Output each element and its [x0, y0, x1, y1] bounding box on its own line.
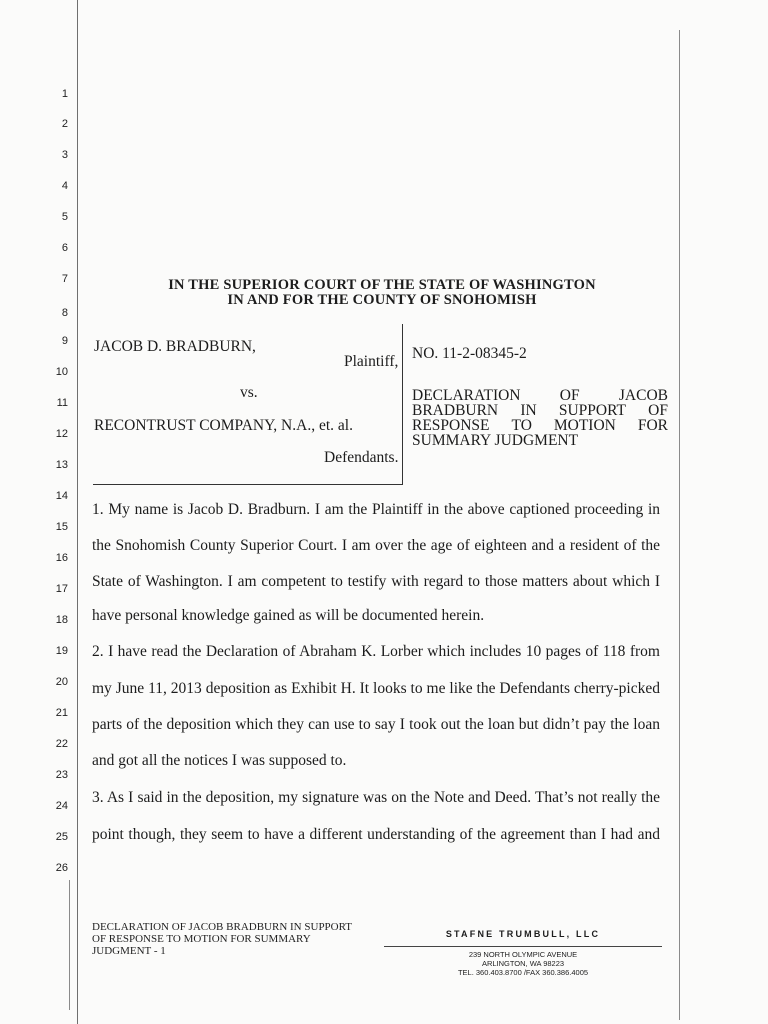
line-number: 24: [55, 800, 68, 812]
declaration-title-word: RESPONSE: [412, 417, 490, 434]
line-number: 6: [61, 242, 68, 254]
line-number: 20: [55, 676, 68, 688]
line-number: 25: [55, 831, 68, 843]
firm-name: STAFNE TRUMBULL, LLC: [445, 929, 601, 939]
body-text-line: and got all the notices I was supposed to.: [92, 752, 347, 769]
line-number: 12: [55, 428, 68, 440]
declaration-title-word: IN: [520, 402, 537, 419]
left-margin-rule-secondary: [69, 880, 70, 1010]
line-number: 4: [61, 180, 68, 192]
declaration-title-word: MOTION: [553, 417, 616, 434]
line-number: 2: [61, 118, 68, 130]
line-number: 21: [55, 707, 68, 719]
line-number: 23: [55, 769, 68, 781]
body-text-line: 2. I have read the Declaration of Abraham K. Lorber which includes 10 pages of 118 from: [92, 643, 660, 660]
line-number: 11: [56, 397, 68, 409]
declaration-title-row: [412, 433, 668, 448]
line-number: 7: [61, 273, 68, 285]
declaration-title-word: OF: [648, 402, 668, 419]
declaration-title-word: DECLARATION: [412, 387, 521, 404]
caption-divider-horizontal: [93, 484, 403, 485]
declaration-title-row: [412, 418, 668, 433]
firm-divider: [384, 946, 662, 947]
line-number: 17: [55, 583, 68, 595]
body-text-line: 1. My name is Jacob D. Bradburn. I am the Plaintiff in the above captioned proceeding in: [92, 501, 660, 518]
court-heading-line-1: IN THE SUPERIOR COURT OF THE STATE OF WASHINGTON: [168, 277, 596, 293]
declaration-title: [412, 388, 668, 448]
caption-divider-vertical: [402, 324, 403, 485]
firm-address-street: 239 NORTH OLYMPIC AVENUE: [468, 950, 578, 959]
line-number: 14: [55, 490, 68, 502]
body-text-line: point though, they seem to have a different understanding of the agreement than I had and: [92, 826, 660, 843]
right-margin-rule: [679, 30, 680, 1020]
line-number: 9: [61, 335, 68, 347]
declaration-title-word: TO: [511, 417, 532, 434]
line-number: 18: [55, 614, 68, 626]
defendant-role: Defendants.: [324, 449, 399, 466]
declaration-title-row: [412, 388, 668, 403]
declaration-title-word: SUMMARY JUDGMENT: [412, 432, 579, 449]
versus-label: vs.: [240, 384, 258, 401]
declaration-title-row: [412, 403, 668, 418]
line-number: 10: [55, 366, 68, 378]
footer-title-line: DECLARATION OF JACOB BRADBURN IN SUPPORT: [92, 921, 353, 933]
firm-address-city: ARLINGTON, WA 98223: [481, 959, 565, 968]
plaintiff-role: Plaintiff,: [344, 353, 399, 370]
line-number: 13: [55, 459, 68, 471]
line-number: 1: [61, 88, 68, 100]
body-text-line: have personal knowledge gained as will be documented herein.: [92, 607, 485, 624]
firm-phone-fax: TEL. 360.403.8700 /FAX 360.386.4005: [457, 968, 589, 977]
case-number: NO. 11-2-08345-2: [412, 345, 527, 362]
line-number: 15: [55, 521, 68, 533]
line-number: 19: [55, 645, 68, 657]
declaration-title-word: SUPPORT: [558, 402, 626, 419]
footer-document-title: [92, 921, 382, 957]
defendant-name: RECONTRUST COMPANY, N.A., et. al.: [94, 417, 353, 434]
line-number: 22: [55, 738, 68, 750]
left-margin-rule: [77, 0, 78, 1024]
line-number: 5: [61, 211, 68, 223]
line-number: 8: [61, 307, 68, 319]
declaration-title-word: OF: [559, 387, 580, 404]
court-heading-line-2: IN AND FOR THE COUNTY OF SNOHOMISH: [227, 292, 537, 308]
body-text-line: State of Washington. I am competent to testify with regard to those matters about which I: [92, 573, 660, 590]
line-number: 16: [55, 552, 68, 564]
plaintiff-name: JACOB D. BRADBURN,: [94, 338, 256, 355]
declaration-title-word: FOR: [637, 417, 668, 434]
footer-title-line: OF RESPONSE TO MOTION FOR SUMMARY: [92, 933, 311, 945]
declaration-title-word: JACOB: [618, 387, 668, 404]
body-text-line: 3. As I said in the deposition, my signature was on the Note and Deed. That’s not really the: [92, 789, 660, 806]
line-number: 26: [55, 862, 68, 874]
declaration-title-word: BRADBURN: [412, 402, 499, 419]
body-text-line: my June 11, 2013 deposition as Exhibit H. It looks to me like the Defendants cherry-picked: [92, 680, 660, 697]
body-text-line: the Snohomish County Superior Court. I am over the age of eighteen and a resident of the: [92, 537, 660, 554]
body-text-line: parts of the deposition which they can use to say I took out the loan but didn’t pay the loan: [92, 716, 660, 733]
line-number: 3: [61, 149, 68, 161]
footer-title-line: JUDGMENT - 1: [92, 945, 166, 957]
